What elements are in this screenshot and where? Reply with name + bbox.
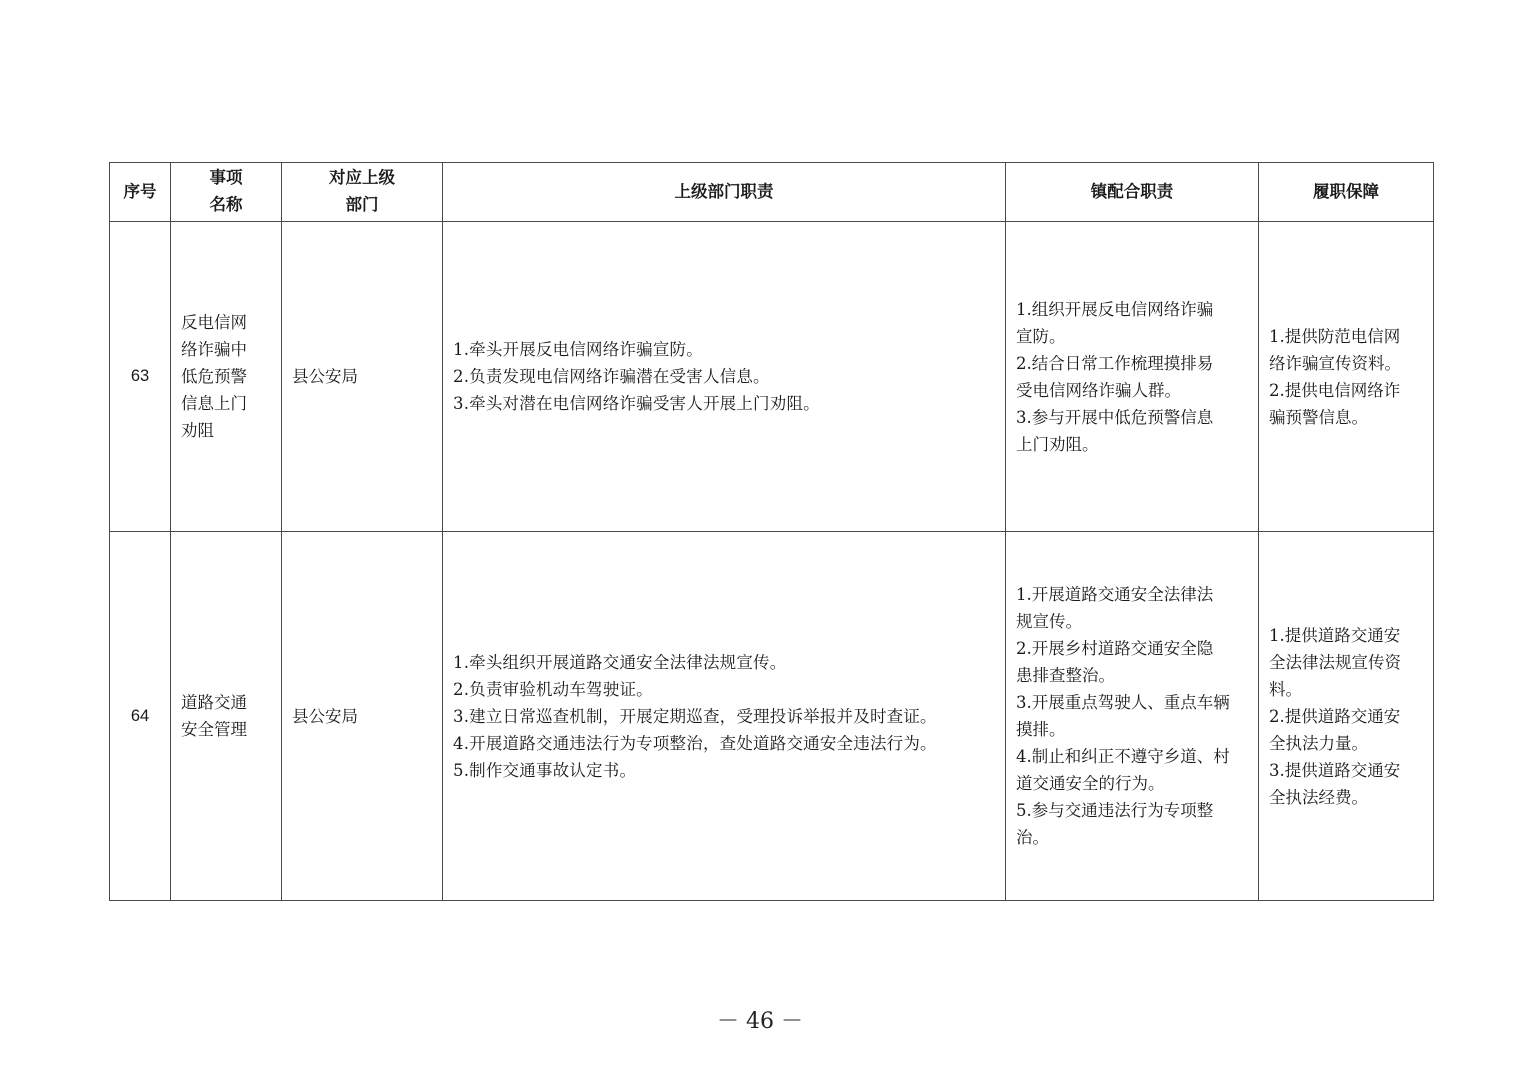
support-line: 2.提供电信网络诈 — [1269, 380, 1401, 400]
support-line: 2.提供道路交通安 — [1269, 706, 1401, 726]
row-superior-dept: 县公安局 — [282, 222, 443, 532]
support-line: 络诈骗宣传资料。 — [1269, 353, 1401, 373]
support-line: 全执法力量。 — [1269, 733, 1368, 753]
support-line: 全法律法规宣传资 — [1269, 652, 1401, 672]
support-line: 1.提供道路交通安 — [1269, 625, 1401, 645]
town-duty-line: 患排查整治。 — [1016, 666, 1115, 685]
item-name-line: 信息上门 — [181, 394, 247, 413]
row-support — [1259, 532, 1434, 901]
duty-item: 1.牵头开展反电信网络诈骗宣防。 — [453, 340, 703, 359]
header-item-name-line1: 事项 — [209, 169, 243, 187]
row-town-duty — [1006, 532, 1259, 901]
item-name-line: 反电信网 — [181, 313, 247, 332]
town-duty-line: 3.参与开展中低危预警信息 — [1016, 407, 1214, 427]
town-duty-line: 1.组织开展反电信网络诈骗 — [1016, 299, 1214, 319]
row-item-name — [171, 532, 282, 901]
duty-item: 2.负责审验机动车驾驶证。 — [453, 679, 653, 699]
support-line: 1.提供防范电信网 — [1269, 326, 1401, 346]
header-superior-dept — [282, 163, 443, 222]
item-name-line: 安全管理 — [181, 720, 247, 739]
town-duty-line: 1.开展道路交通安全法律法 — [1016, 585, 1214, 604]
duty-item: 2.负责发现电信网络诈骗潜在受害人信息。 — [453, 367, 770, 386]
header-superior-duty: 上级部门职责 — [443, 163, 1006, 222]
support-line: 3.提供道路交通安 — [1269, 760, 1401, 780]
header-support: 履职保障 — [1259, 163, 1434, 222]
header-superior-dept-line1: 对应上级 — [329, 169, 395, 187]
item-name-line: 道路交通 — [181, 693, 247, 712]
duty-item: 1.牵头组织开展道路交通安全法律法规宣传。 — [453, 652, 787, 672]
header-item-name-line2: 名称 — [209, 196, 243, 214]
support-line: 骗预警信息。 — [1269, 407, 1368, 427]
town-duty-line: 摸排。 — [1016, 720, 1066, 739]
header-item-name — [171, 163, 282, 222]
town-duty-line: 规宣传。 — [1016, 612, 1082, 631]
table-row — [110, 532, 1434, 901]
support-line: 全执法经费。 — [1269, 787, 1368, 807]
town-duty-line: 治。 — [1016, 828, 1049, 847]
row-superior-duty — [443, 222, 1006, 532]
duty-item: 4.开展道路交通违法行为专项整治，查处道路交通安全违法行为。 — [453, 733, 937, 753]
item-name-line: 低危预警 — [181, 367, 247, 386]
town-duty-line: 宣防。 — [1016, 326, 1066, 346]
duty-item: 3.建立日常巡查机制，开展定期巡查，受理投诉举报并及时查证。 — [453, 706, 937, 726]
table-header-row — [110, 163, 1434, 222]
header-town-duty: 镇配合职责 — [1006, 163, 1259, 222]
row-support — [1259, 222, 1434, 532]
row-superior-duty — [443, 532, 1006, 901]
row-no: 63 — [110, 222, 171, 532]
support-line: 料。 — [1269, 679, 1302, 699]
row-town-duty — [1006, 222, 1259, 532]
duty-item: 5.制作交通事故认定书。 — [453, 760, 637, 780]
town-duty-line: 4.制止和纠正不遵守乡道、村 — [1016, 747, 1230, 766]
header-superior-dept-line2: 部门 — [345, 196, 379, 214]
row-superior-dept: 县公安局 — [282, 532, 443, 901]
duty-item: 3.牵头对潜在电信网络诈骗受害人开展上门劝阻。 — [453, 394, 820, 413]
item-name-line: 劝阻 — [181, 421, 214, 440]
page-number: － 46 － — [717, 1009, 803, 1034]
town-duty-line: 上门劝阻。 — [1016, 434, 1099, 454]
town-duty-line: 2.结合日常工作梳理摸排易 — [1016, 353, 1214, 373]
town-duty-line: 3.开展重点驾驶人、重点车辆 — [1016, 693, 1230, 712]
town-duty-line: 2.开展乡村道路交通安全隐 — [1016, 639, 1214, 658]
table-row — [110, 222, 1434, 532]
item-name-line: 络诈骗中 — [181, 340, 247, 359]
duty-table — [109, 162, 1434, 901]
town-duty-line: 5.参与交通违法行为专项整 — [1016, 801, 1214, 820]
row-item-name — [171, 222, 282, 532]
header-no: 序号 — [110, 163, 171, 222]
row-no: 64 — [110, 532, 171, 901]
town-duty-line: 道交通安全的行为。 — [1016, 774, 1165, 793]
town-duty-line: 受电信网络诈骗人群。 — [1016, 380, 1181, 400]
